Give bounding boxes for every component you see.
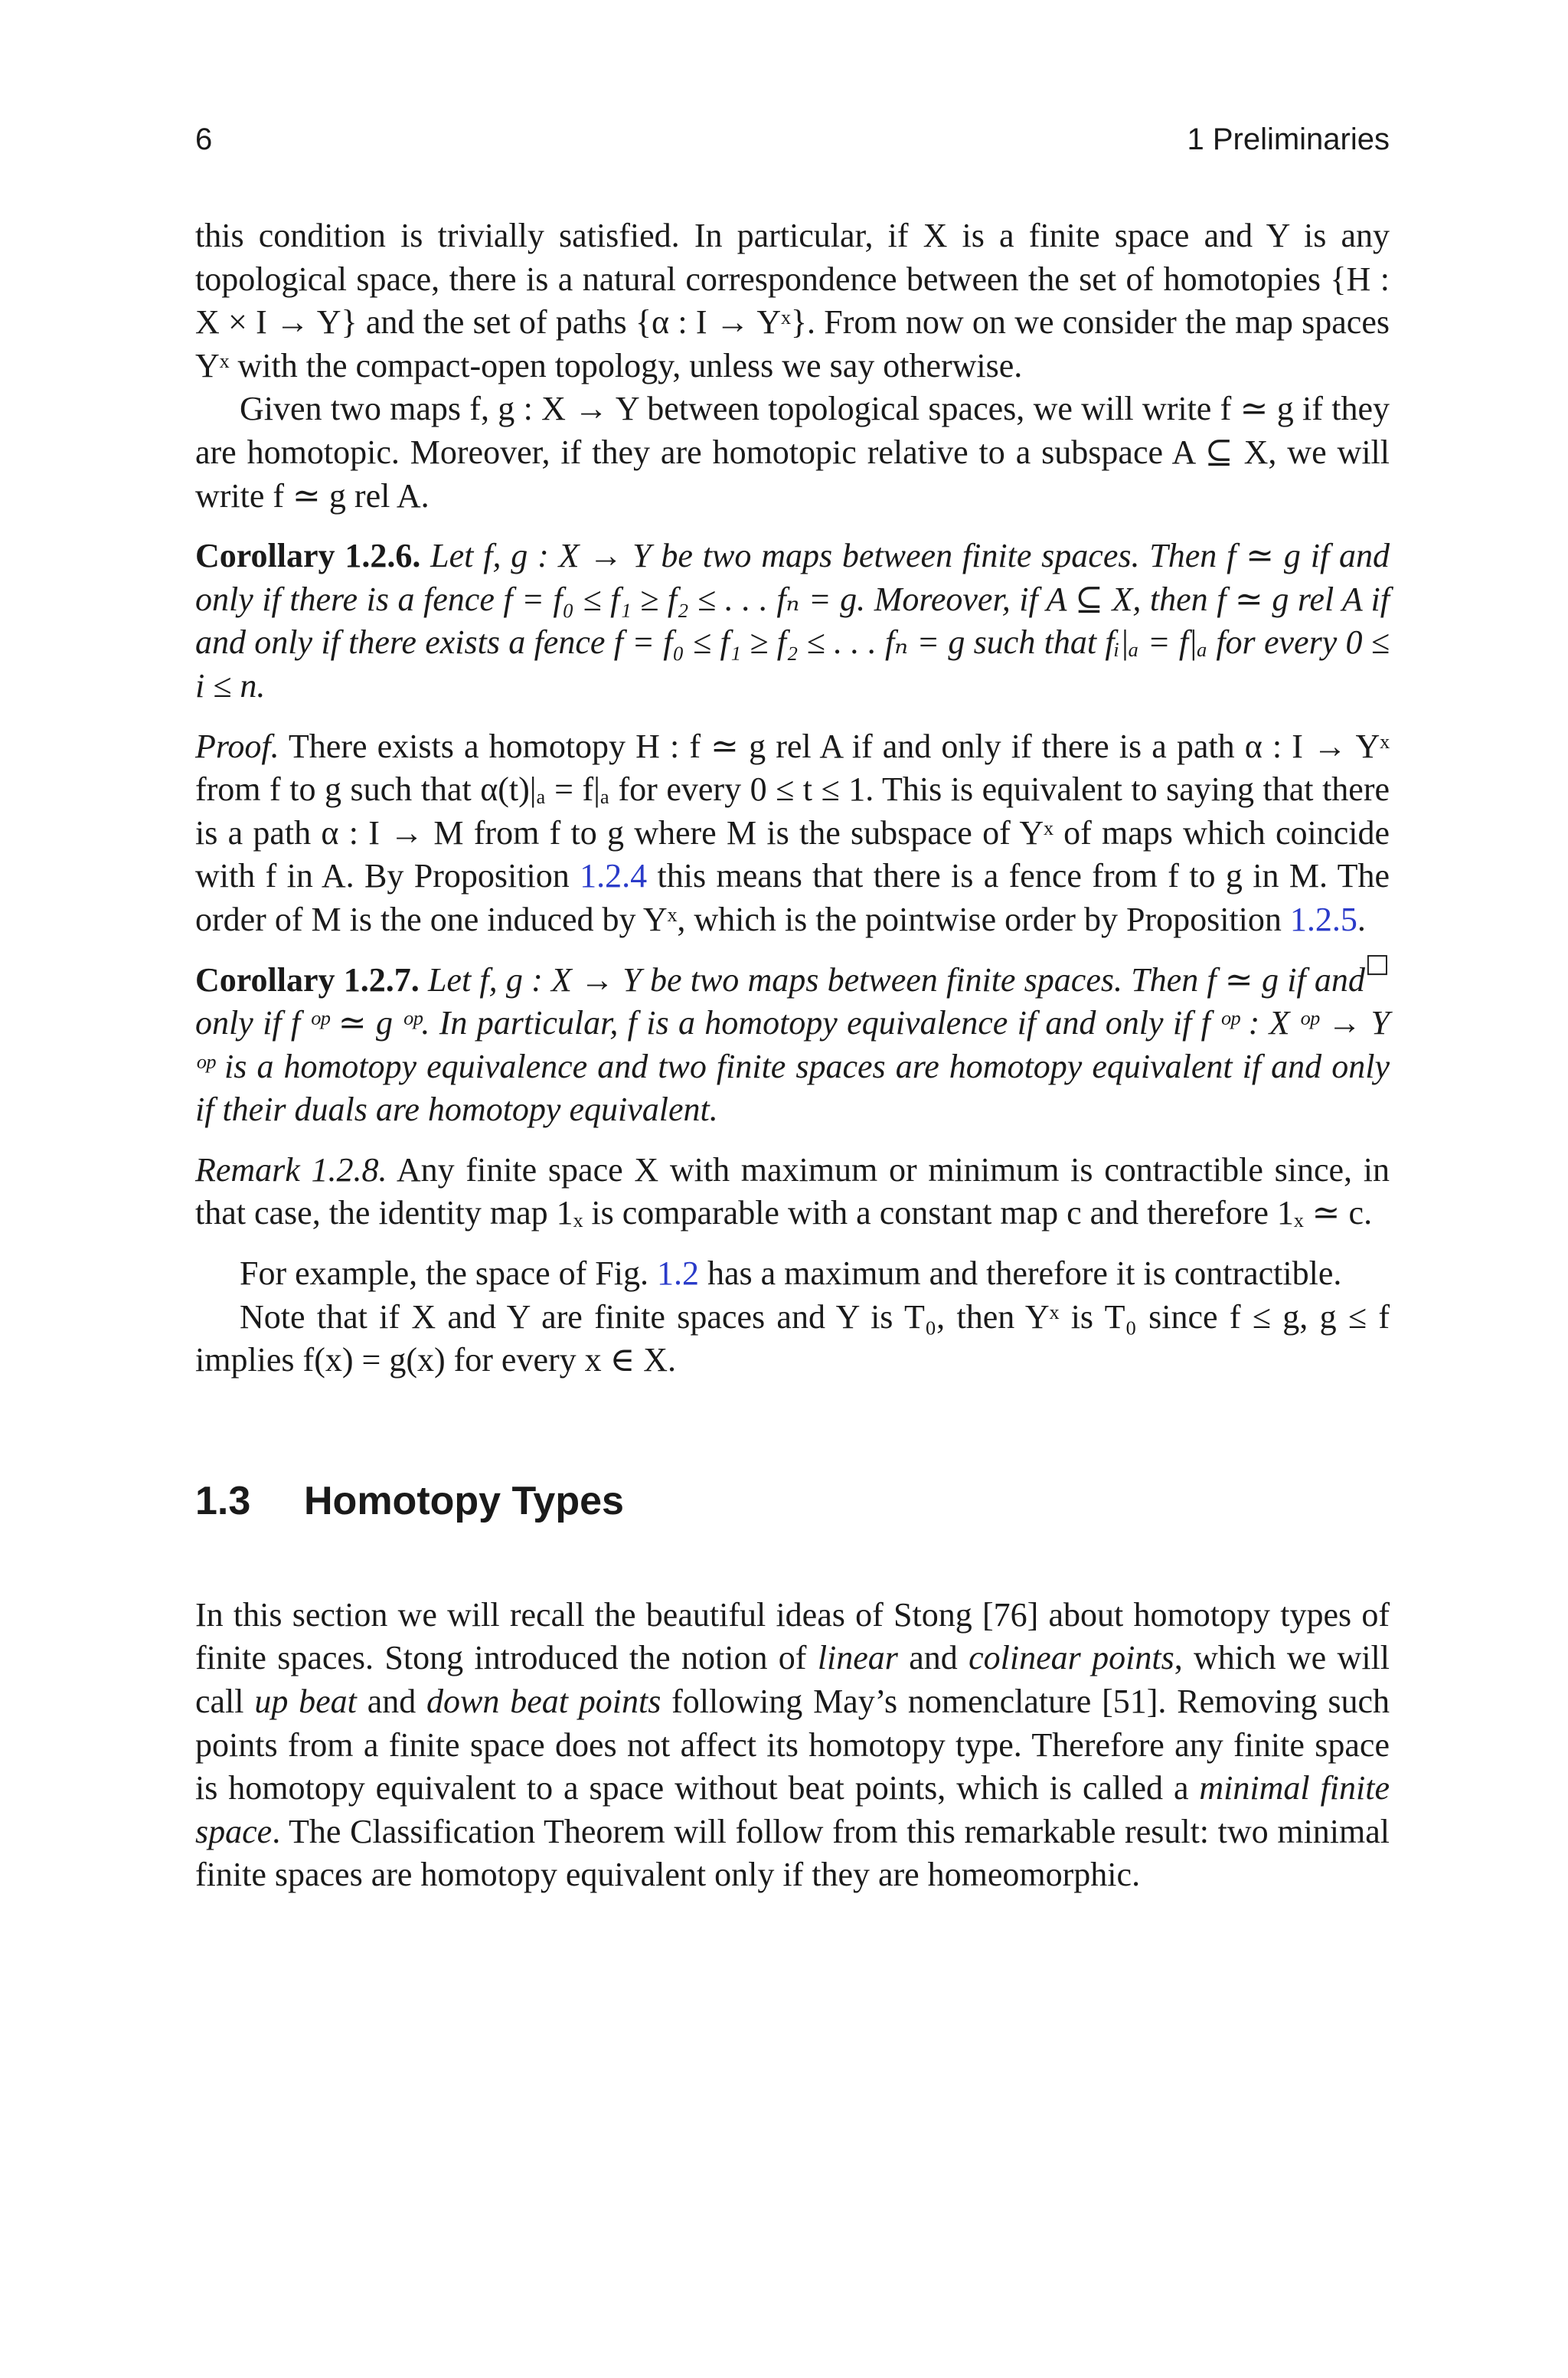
proof-text: . — [1357, 900, 1366, 938]
emphasis-text: colinear points — [969, 1639, 1174, 1677]
corollary-1-2-6 — [195, 535, 1390, 708]
paragraph-example — [195, 1252, 1390, 1296]
emphasis-text: down beat points — [426, 1683, 662, 1721]
remark-title: Remark 1.2.8. — [195, 1150, 387, 1189]
corollary-title: Corollary 1.2.7. — [195, 960, 420, 999]
qed-symbol: □ — [1364, 947, 1390, 979]
remark-body: Any finite space X with maximum or minimum is contractible since, in that case, the identity map 1ₓ is comparable with a constant map c and therefore 1ₓ ≃ c. — [195, 1150, 1390, 1232]
proof-text: There exists a homotopy H : f ≃ g rel A if and only if there is a path α : I → Yˣ from f to g such that α(t)|ₐ = f|ₐ for every 0 ≤ t ≤ 1. This is equivalent to saying that there is a path α : I → M from f to g where M is the subspace of Yˣ of maps which coincide with f in A. By Proposition — [195, 727, 1390, 895]
paragraph-section-intro — [195, 1594, 1390, 1897]
proof-title: Proof. — [195, 727, 279, 765]
paragraph-t0-note: Note that if X and Y are finite spaces and Y is T₀, then Yˣ is T₀ since f ≤ g, g ≤ f implies f(x) = g(x) for every x ∈ X. — [195, 1297, 1390, 1379]
page-number: 6 — [195, 123, 213, 156]
paragraph-text: , which we will call — [195, 1639, 1390, 1721]
paragraph-text: has a maximum and therefore it is contractible. — [707, 1254, 1342, 1293]
page-body — [195, 214, 1390, 1897]
section-title: Homotopy Types — [304, 1478, 624, 1523]
paragraph-text: following May’s nomenclature [51]. Removing such points from a finite space does not affect its homotopy type. Therefore any finite space is homotopy equivalent to a space without beat points, which is called a — [195, 1683, 1390, 1807]
page-header — [195, 123, 1390, 168]
paragraph-text: In this section we will recall the beautiful ideas of Stong [76] about homotopy types of finite spaces. Stong introduced the notion of — [195, 1595, 1390, 1677]
paragraph-homotopic-notation: Given two maps f, g : X → Y between topological spaces, we will write f ≃ g if they are homotopic. Moreover, if they are homotopic relative to a subspace A ⊆ X, we will write f ≃ g rel A. — [195, 390, 1390, 515]
proposition-link[interactable]: 1.2.5 — [1289, 900, 1357, 938]
proof-block — [195, 725, 1390, 979]
running-title: 1 Preliminaries — [1187, 123, 1390, 156]
section-number: 1.3 — [195, 1478, 251, 1523]
corollary-body: Let f, g : X → Y be two maps between finite spaces. Then f ≃ g if and only if there is a fence f = f₀ ≤ f₁ ≥ f₂ ≤ . . . fₙ = g. Moreover, if A ⊆ X, then f ≃ g rel A if and only if there exists a fence f = f₀ ≤ f₁ ≥ f₂ ≤ . . . fₙ = g such that fᵢ|ₐ = f|ₐ for every 0 ≤ i ≤ n. — [195, 537, 1390, 705]
paragraph-text: For example, the space of Fig. — [240, 1254, 648, 1293]
paragraph-text: . The Classification Theorem will follow from this remarkable result: two minimal finite spaces are homotopy equivalent only if they are homeomorphic. — [195, 1812, 1390, 1894]
paragraph-continuation: this condition is trivially satisfied. In particular, if X is a finite space and Y is any topological space, there is a natural correspondence between the set of homotopies {H : X × I → Y} and the set of paths {α : I → Yˣ}. From now on we consider the map spaces Yˣ with the compact-open topology, unless we say otherwise. — [195, 217, 1390, 384]
proposition-link[interactable]: 1.2.4 — [580, 857, 648, 895]
proof-text: this means that there is a fence from f to g in M. The order of M is the one induced by Yˣ, which is the pointwise order by Proposition — [195, 857, 1390, 938]
emphasis-text: up beat — [254, 1683, 357, 1721]
section-heading — [195, 1474, 1390, 1528]
remark-1-2-8 — [195, 1149, 1390, 1235]
corollary-title: Corollary 1.2.6. — [195, 537, 421, 575]
corollary-body: Let f, g : X → Y be two maps between finite spaces. Then f ≃ g if and only if f ᵒᵖ ≃ g ᵒᵖ. In particular, f is a homotopy equivalence if and only if f ᵒᵖ : X ᵒᵖ → Y ᵒᵖ is a homotopy equivalence and two finite spaces are homotopy equivalent if and only if their duals are homotopy equivalent. — [195, 960, 1390, 1129]
paragraph-text: and — [909, 1639, 958, 1677]
figure-link[interactable]: 1.2 — [656, 1254, 699, 1293]
emphasis-text: minimal finite space — [195, 1769, 1390, 1850]
emphasis-text: linear — [817, 1639, 898, 1677]
paragraph-text: and — [367, 1683, 416, 1721]
corollary-1-2-7 — [195, 959, 1390, 1132]
